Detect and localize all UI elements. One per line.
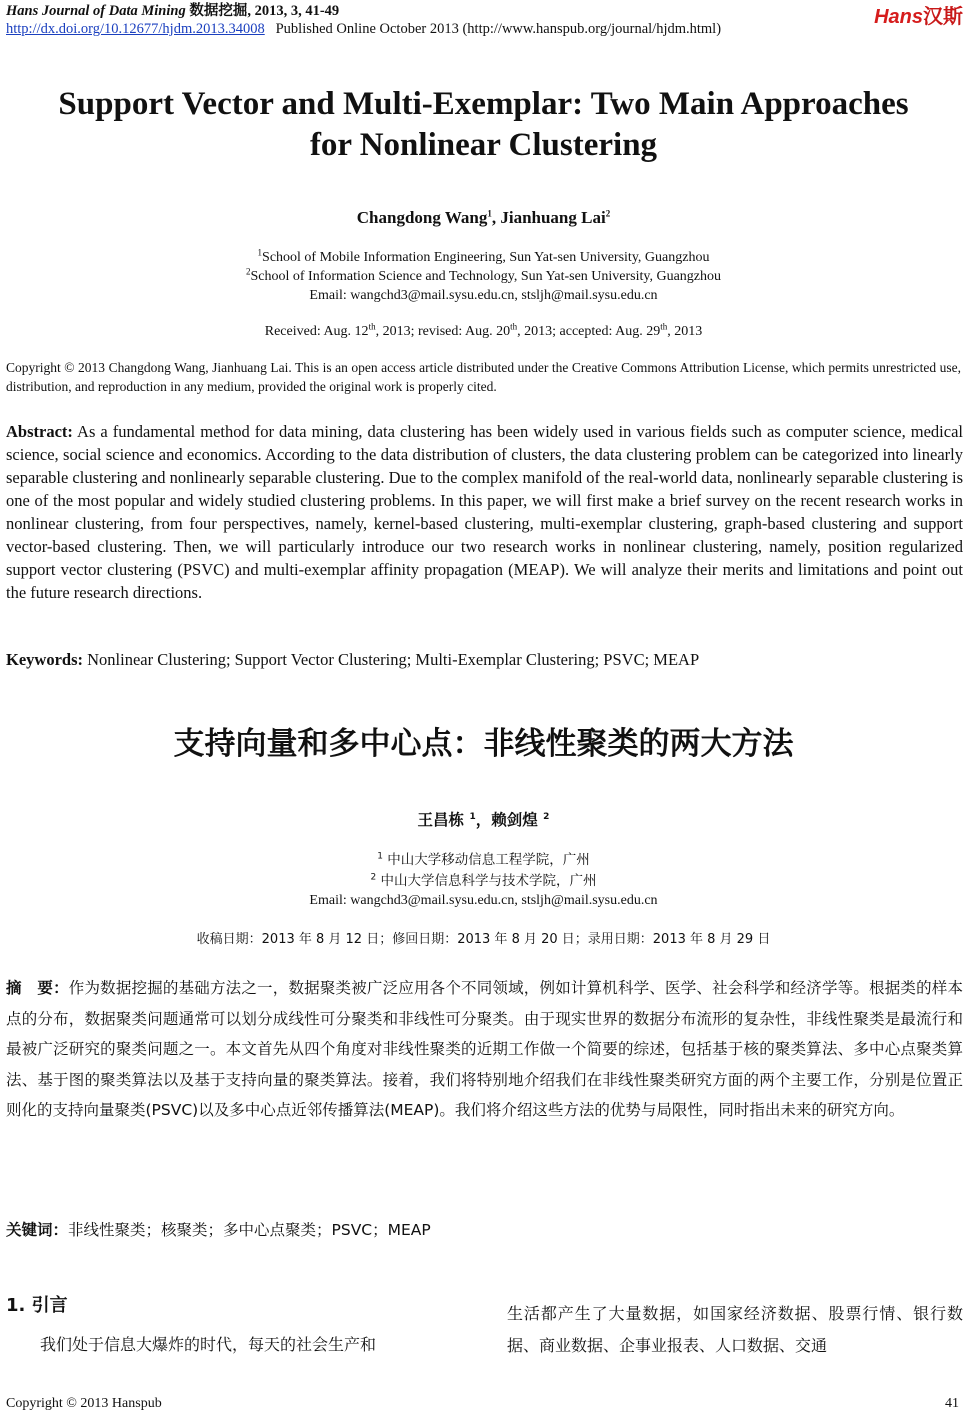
copyright-notice: Copyright © 2013 Changdong Wang, Jianhuang Lai. This is an open access article distributed under the Creative Commons Attribution License, which permits unrestricted use, distribution, and reproduction in any medium, provided the original work is properly cited. [6, 360, 961, 394]
received-dates [0, 322, 967, 341]
abstract [6, 420, 963, 604]
zh-dates: 收稿日期：2013 年 8 月 12 日；修回日期：2013 年 8 月 20 日；录用日期：2013 年 8 月 29 日 [196, 932, 771, 947]
author-sep: , [491, 208, 501, 227]
zh-aff-2-text: 中山大学信息科学与技术学院，广州 [380, 873, 597, 889]
zh-abstract-label: 摘 要： [6, 979, 69, 997]
received-th1: th [368, 321, 376, 332]
body-column-right: 生活都产生了大量数据，如国家经济数据、股票行情、银行数据、商业数据、企事业报表、人口数据、交通 [507, 1304, 963, 1355]
author-1-sup: 1 [487, 208, 492, 219]
affiliation-2 [0, 267, 967, 286]
zh-aff-1-text: 中山大学移动信息工程学院，广州 [387, 852, 590, 868]
received-p4: , 2013 [667, 324, 703, 339]
keywords-text: Nonlinear Clustering; Support Vector Clustering; Multi-Exemplar Clustering; PSVC; MEAP [87, 650, 700, 669]
logo-en: Hans [874, 6, 923, 28]
aff-1-num: 1 [257, 247, 263, 258]
zh-author-2-sup: 2 [543, 811, 550, 822]
body-column-left: 我们处于信息大爆炸的时代，每天的社会生产和 [40, 1335, 377, 1354]
aff-2-text: School of Information Science and Technology, Sun Yat-sen University, Guangzhou [250, 269, 722, 284]
author-1: Changdong Wang [356, 208, 488, 227]
aff-2-num: 2 [245, 266, 251, 277]
received-p2: , 2013; revised: Aug. 20 [375, 324, 511, 339]
journal-cn: 数据挖掘, 2013, 3, 41-49 [189, 3, 340, 19]
keywords-label: Keywords: [6, 650, 83, 669]
zh-aff-1-num: 1 [377, 851, 383, 862]
zh-author-1-sup: 1 [469, 811, 476, 822]
zh-author-sep: ， [475, 811, 492, 829]
zh-keywords [6, 1218, 961, 1240]
zh-abstract [6, 973, 963, 1126]
title-line-1: Support Vector and Multi-Exemplar: Two Main Approaches [58, 86, 909, 122]
zh-affiliation-2 [0, 871, 967, 891]
journal-name: Hans Journal of Data Mining [6, 3, 186, 19]
zh-authors [0, 808, 967, 830]
received-th3: th [660, 321, 668, 332]
affiliation-1 [0, 248, 967, 267]
zh-keywords-text: 非线性聚类；核聚类；多中心点聚类；PSVC；MEAP [68, 1221, 431, 1239]
section-heading: 1. 引言 [6, 1295, 68, 1316]
author-2-sup: 2 [605, 208, 611, 219]
footer-copyright: Copyright © 2013 Hanspub [6, 1396, 162, 1411]
paper-title [0, 84, 967, 166]
doi-line [6, 20, 961, 38]
logo-cn: 汉斯 [923, 6, 963, 28]
doi-link[interactable]: http://dx.doi.org/10.12677/hjdm.2013.34008 [6, 21, 265, 37]
zh-author-1: 王昌栋 [417, 811, 465, 829]
journal-line [6, 2, 961, 20]
zh-keywords-label: 关键词： [6, 1221, 69, 1239]
hans-logo [874, 0, 963, 29]
zh-title: 支持向量和多中心点：非线性聚类的两大方法 [173, 726, 794, 762]
published-note: Published Online October 2013 (http://www.hanspub.org/journal/hjdm.html) [275, 21, 722, 37]
page-header [6, 2, 961, 38]
keywords [6, 650, 961, 670]
author-2: Jianhuang Lai [500, 208, 606, 227]
title-line-2: for Nonlinear Clustering [309, 127, 658, 163]
aff-1-text: School of Mobile Information Engineering, Sun Yat-sen University, Guangzhou [262, 250, 710, 265]
abstract-label: Abstract: [6, 422, 73, 441]
zh-email: Email: wangchd3@mail.sysu.edu.cn, stsljh@mail.sysu.edu.cn [309, 893, 658, 908]
email: Email: wangchd3@mail.sysu.edu.cn, stsljh@mail.sysu.edu.cn [309, 288, 658, 303]
zh-author-2: 赖剑煌 [491, 811, 538, 829]
zh-affiliation-1 [0, 850, 967, 870]
received-p1: Received: Aug. 12 [264, 324, 369, 339]
zh-aff-2-num: 2 [370, 872, 377, 883]
received-p3: , 2013; accepted: Aug. 29 [517, 324, 661, 339]
authors [0, 208, 967, 228]
page-number: 41 [945, 1396, 959, 1411]
abstract-text: As a fundamental method for data mining, data clustering has been widely used in various fields such as computer science, medical science, social science and economics. According to the data distribution of clusters, the data clustering problem can be categorized into linearly separable clustering and nonlinearly separable clustering. Due to the complex manifold of the real-world data, nonlinearly separable clustering is one of the most popular and widely studied clustering problems. In this paper, we will first make a brief survey on the recent research works in nonlinear clustering, from four perspectives, namely, kernel-based clustering, multi-exemplar clustering, graph-based clustering and support vector-based clustering. Then, we will particularly introduce our two research works in nonlinear clustering, namely, position regularized support vector clustering (PSVC) and multi-exemplar affinity propagation (MEAP). We will analyze their merits and limitations and point out the future research directions. [6, 422, 963, 602]
zh-abstract-text: 作为数据挖掘的基础方法之一，数据聚类被广泛应用各个不同领域，例如计算机科学、医学、社会科学和经济学等。根据类的样本点的分布，数据聚类问题通常可以划分成线性可分聚类和非线性可分聚类。由于现实世界的数据分布流形的复杂性，非线性聚类是最流行和最被广泛研究的聚类问题之一。本文首先从四个角度对非线性聚类的近期工作做一个简要的综述，包括基于核的聚类算法、多中心点聚类算法、基于图的聚类算法以及基于支持向量的聚类算法。接着，我们将特别地介绍我们在非线性聚类研究方面的两个主要工作，分别是位置正则化的支持向量聚类(PSVC)以及多中心点近邻传播算法(MEAP)。我们将介绍这些方法的优势与局限性，同时指出未来的研究方向。 [6, 979, 963, 1119]
received-th2: th [510, 321, 518, 332]
